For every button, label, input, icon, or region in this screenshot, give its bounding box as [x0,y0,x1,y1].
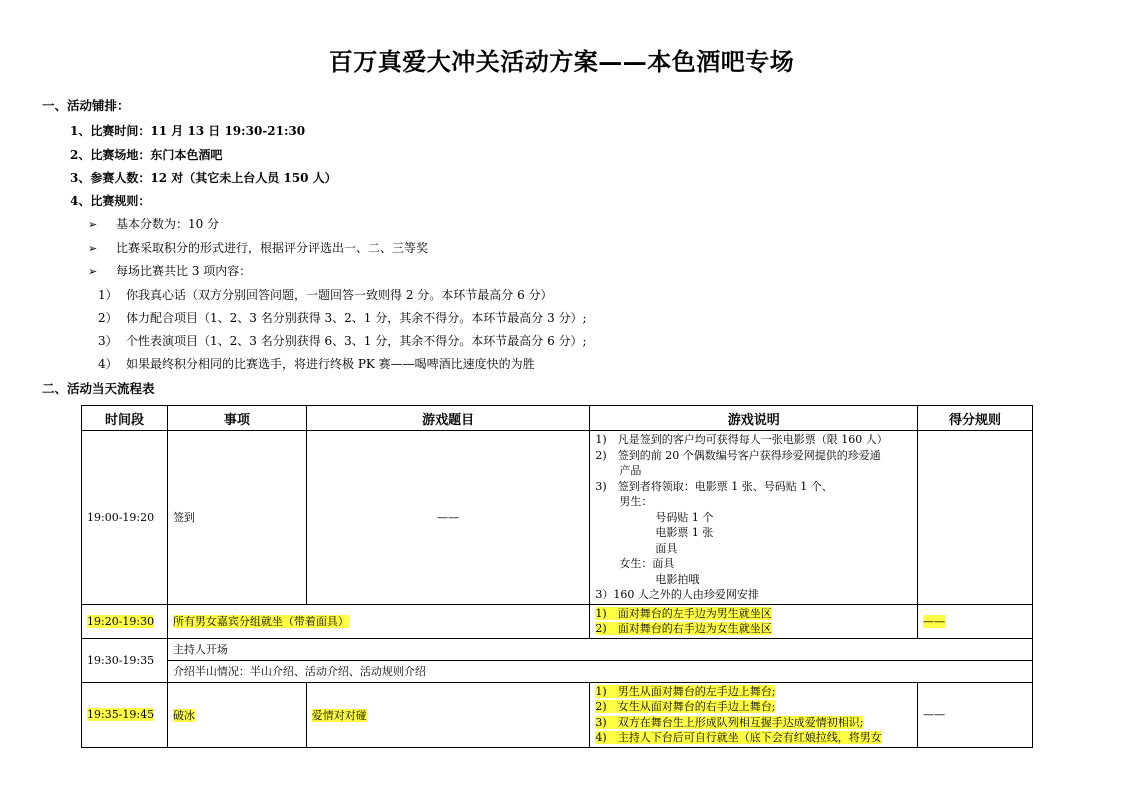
header-time: 时间段 [82,406,168,431]
highlighted-text: 爱情对对碰 [311,708,367,722]
row-time [82,604,168,638]
row-item: 签到 [167,431,306,605]
row-item: 介绍半山情况：半山介绍、活动介绍、活动规则介绍 [167,660,1032,682]
section-1-heading: 一、活动铺排： [42,98,130,113]
rule-bullet-text: 基本分数为：10 分 [116,217,220,231]
highlighted-text: 2) 面对舞台的右手边为女生就坐区 [595,622,772,635]
highlighted-text: 19:20-19:30 [87,614,155,628]
table-row [82,431,1033,605]
arrangement-item-participants: 3、参赛人数：12 对（其它未上台人员 150 人） [70,171,337,185]
desc-line: 3) 签到者将领取：电影票 1 张、号码贴 1 个、 [595,479,833,493]
rule-bullet-text: 每场比赛共比 3 项内容： [116,264,252,278]
arrow-bullet-icon: ➢ [88,265,98,278]
table-row [82,682,1033,747]
header-item: 事项 [167,406,306,431]
table-header-row [82,406,1033,431]
row-desc [590,431,918,605]
schedule-table [81,405,1033,748]
desc-line: 2) 签到的前 20 个偶数编号客户获得珍爱网提供的珍爱通 [595,448,881,462]
contest-item-text: 如果最终积分相同的比赛选手，将进行终极 PK 赛——喝啤酒比速度快的为胜 [126,357,535,371]
desc-line: 号码贴 1 个 [655,510,714,524]
arrow-bullet-icon: ➢ [88,218,98,231]
desc-line: 产品 [619,464,642,477]
highlighted-text: 19:35-19:45 [87,708,155,721]
contest-item-text: 个性表演项目（1、2、3 名分别获得 6、3、1 分，其余不得分。本环节最高分 6 分）; [126,334,587,348]
highlighted-text: 破冰 [172,708,195,722]
row-item [167,682,306,747]
contest-item [98,332,587,349]
desc-line: 1) 凡是签到的客户均可获得每人一张电影票（限 160 人） [595,433,888,446]
arrow-bullet-icon: ➢ [88,242,98,255]
section-2-heading: 二、活动当天流程表 [42,381,155,396]
contest-item-number: 2） [98,311,118,325]
highlighted-text: 4) 主持人下台后可自行就坐（底下会有红娘拉线，将男女 [595,731,882,744]
rule-bullet-text: 比赛采取积分的形式进行，根据评分评选出一、二、三等奖 [116,241,429,255]
table-row [82,660,1033,682]
row-game: —— [306,431,590,605]
rule-bullet [88,215,219,232]
contest-item [98,286,553,303]
contest-item [98,309,587,326]
row-item: 主持人开场 [167,638,1032,660]
row-score [918,604,1033,638]
contest-item-text: 你我真心话（双方分别回答问题，一题回答一致则得 2 分。本环节最高分 6 分） [126,288,553,302]
row-game [306,682,590,747]
header-desc: 游戏说明 [590,406,918,431]
table-row [82,638,1033,660]
row-time: 19:00-19:20 [82,431,168,605]
arrangement-item-venue: 2、比赛场地：东门本色酒吧 [70,148,223,162]
document-title: 百万真爱大冲关活动方案——本色酒吧专场 [328,47,795,76]
row-item [167,604,589,638]
contest-item-text: 体力配合项目（1、2、3 名分别获得 3、2、1 分，其余不得分。本环节最高分 3 分）; [126,311,587,325]
contest-item-number: 3） [98,334,118,348]
row-desc [590,682,918,747]
header-game: 游戏题目 [306,406,590,431]
row-time: 19:30-19:35 [82,638,168,682]
header-score: 得分规则 [918,406,1033,431]
highlighted-text: —— [923,614,946,628]
row-score: —— [918,682,1033,747]
contest-item [98,355,535,372]
desc-line: 男生： [619,495,653,508]
arrangement-item-rules: 4、比赛规则： [70,194,151,208]
highlighted-text: 1) 面对舞台的左手边为男生就坐区 [595,606,772,620]
row-desc [590,604,918,638]
contest-item-number: 4） [98,357,118,371]
highlighted-text: 所有男女嘉宾分组就坐（带着面具） [172,615,349,628]
desc-line: 3）160 人之外的人由珍爱网安排 [595,588,759,601]
table-row [82,604,1033,638]
highlighted-text: 1) 男生从面对舞台的左手边上舞台; [595,684,776,698]
desc-line: 面具 [655,541,678,555]
desc-line: 电影拍哦 [655,572,700,586]
arrangement-item-time: 1、比赛时间：11 月 13 日 19:30-21:30 [70,124,306,138]
rule-bullet [88,262,251,279]
row-score [918,431,1033,605]
row-time [82,682,168,747]
desc-line: 女生：面具 [619,557,675,570]
desc-line: 电影票 1 张 [655,526,714,539]
rule-bullet [88,239,428,256]
highlighted-text: 2) 女生从面对舞台的右手边上舞台; [595,700,776,713]
highlighted-text: 3) 双方在舞台生上形成队列相互握手达成爱情初相识; [595,715,864,729]
contest-item-number: 1） [98,288,118,302]
